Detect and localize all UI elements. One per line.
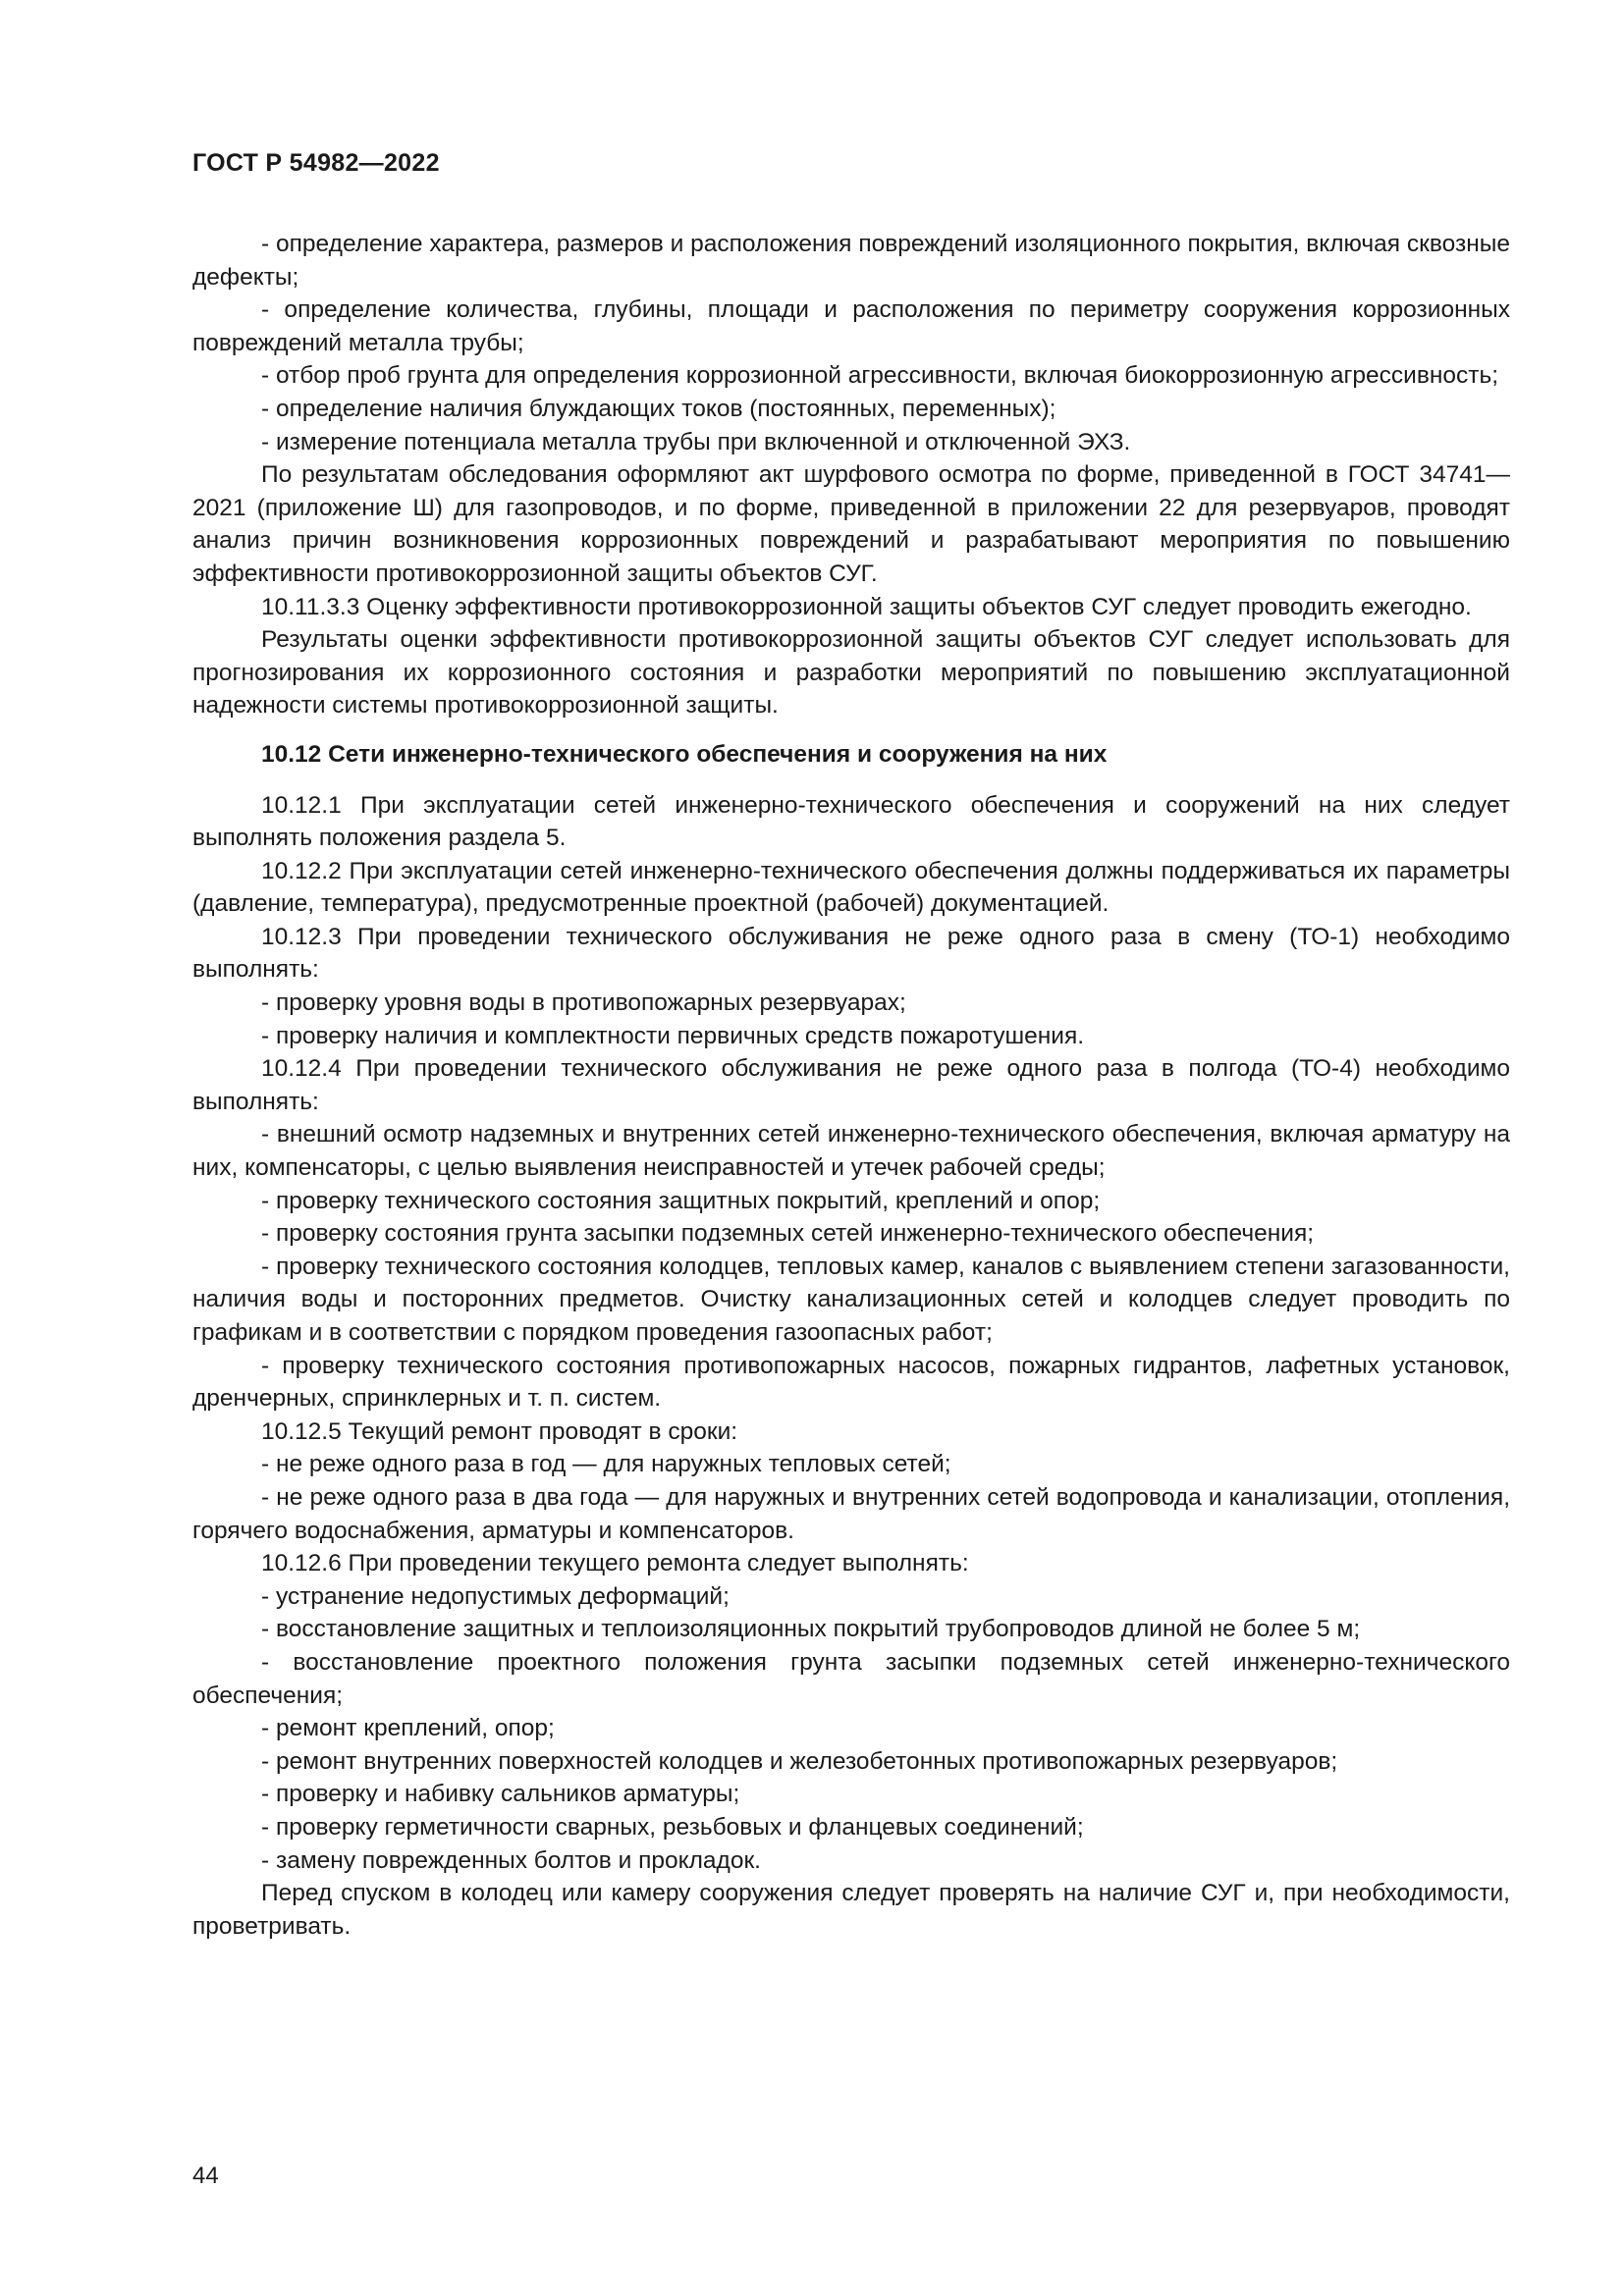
paragraph: - определение характера, размеров и расположения повреждений изоляционного покрытия, включая сквозные дефекты; [192,231,1510,291]
document-header: ГОСТ Р 54982—2022 [192,149,440,177]
section-heading: 10.12 Сети инженерно-технического обеспечения и сооружения на них [261,740,1108,768]
paragraph: - внешний осмотр надземных и внутренних сетей инженерно-технического обеспечения, включая арматуру на них, компенсаторы, с целью выявления неисправностей и утечек рабочей среды; [192,1121,1510,1182]
paragraph: - ремонт внутренних поверхностей колодцев и железобетонных противопожарных резервуаров; [261,1747,1338,1775]
paragraph: 10.11.3.3 Оценку эффективности противокоррозионной защиты объектов СУГ следует проводить ежегодно. [261,593,1472,620]
paragraph: - определение количества, глубины, площади и расположения по периметру сооружения коррозионных повреждений металла трубы; [192,296,1510,356]
paragraph: 10.12.5 Текущий ремонт проводят в сроки: [261,1417,738,1445]
paragraph: 10.12.4 При проведении технического обслуживания не реже одного раза в полгода (ТО-4) необходимо выполнять: [192,1055,1510,1115]
paragraph: - проверку уровня воды в противопожарных резервуарах; [261,989,906,1017]
paragraph: - определение наличия блуждающих токов (постоянных, переменных); [261,395,1056,422]
paragraph: - проверку технического состояния защитных покрытий, креплений и опор; [261,1187,1101,1214]
paragraph: По результатам обследования оформляют акт шурфового осмотра по форме, приведенной в ГОСТ 34741—2021 (приложение Ш) для газопроводов, и по форме, приведенной в приложении 22 для резервуаров, проводят анализ причин возникновения коррозионных повреждений и разрабатывают мероприятия по повышению эффективности противокоррозионной защиты объектов СУГ. [192,461,1510,587]
paragraph: Результаты оценки эффективности противокоррозионной защиты объектов СУГ следует использовать для прогнозирования их коррозионного состояния и разработки мероприятий по повышению эксплуатационной надежности системы противокоррозионной защиты. [192,626,1510,720]
paragraph: 10.12.2 При эксплуатации сетей инженерно-технического обеспечения должны поддерживаться их параметры (давление, температура), предусмотренные проектной (рабочей) документацией. [192,857,1510,918]
paragraph: - проверку наличия и комплектности первичных средств пожаротушения. [261,1022,1085,1049]
paragraph: - замену поврежденных болтов и прокладок. [261,1846,761,1874]
paragraph: - устранение недопустимых деформаций; [261,1582,730,1610]
paragraph: - проверку состояния грунта засыпки подземных сетей инженерно-технического обеспечения; [261,1220,1315,1248]
paragraph: - не реже одного раза в два года — для наружных и внутренних сетей водопровода и канализации, отопления, горячего водоснабжения, арматуры и компенсаторов. [192,1483,1510,1544]
paragraph: - измерение потенциала металла трубы при включенной и отключенной ЭХЗ. [261,428,1131,455]
paragraph: - проверку технического состояния колодцев, тепловых камер, каналов с выявлением степени загазованности, наличия воды и посторонних предметов. Очистку канализационных сетей и колодцев следует проводить по графикам и в соответствии с порядком проведения газоопасных работ; [192,1253,1510,1346]
paragraph: - проверку технического состояния противопожарных насосов, пожарных гидрантов, лафетных установок, дренчерных, спринклерных и т. п. систем. [192,1352,1510,1413]
paragraph: - отбор проб грунта для определения коррозионной агрессивности, включая биокоррозионную агрессивность; [261,362,1499,390]
paragraph: - не реже одного раза в год — для наружных тепловых сетей; [261,1451,951,1478]
paragraph: - проверку и набивку сальников арматуры; [261,1781,740,1808]
paragraph: Перед спуском в колодец или камеру сооружения следует проверять на наличие СУГ и, при необходимости, проветривать. [192,1880,1510,1940]
paragraph: - ремонт креплений, опор; [261,1715,555,1742]
document-body [192,228,1510,1943]
paragraph: - восстановление защитных и теплоизоляционных покрытий трубопроводов длиной не более 5 м; [261,1616,1361,1643]
page-number: 44 [192,2163,219,2189]
paragraph: 10.12.3 При проведении технического обслуживания не реже одного раза в смену (ТО-1) необходимо выполнять: [192,923,1510,984]
paragraph: 10.12.6 При проведении текущего ремонта следует выполнять: [261,1550,969,1577]
paragraph: - проверку герметичности сварных, резьбовых и фланцевых соединений; [261,1813,1084,1841]
paragraph: 10.12.1 При эксплуатации сетей инженерно-технического обеспечения и сооружений на них следует выполнять положения раздела 5. [192,791,1510,852]
paragraph: - восстановление проектного положения грунта засыпки подземных сетей инженерно-технического обеспечения; [192,1648,1510,1709]
